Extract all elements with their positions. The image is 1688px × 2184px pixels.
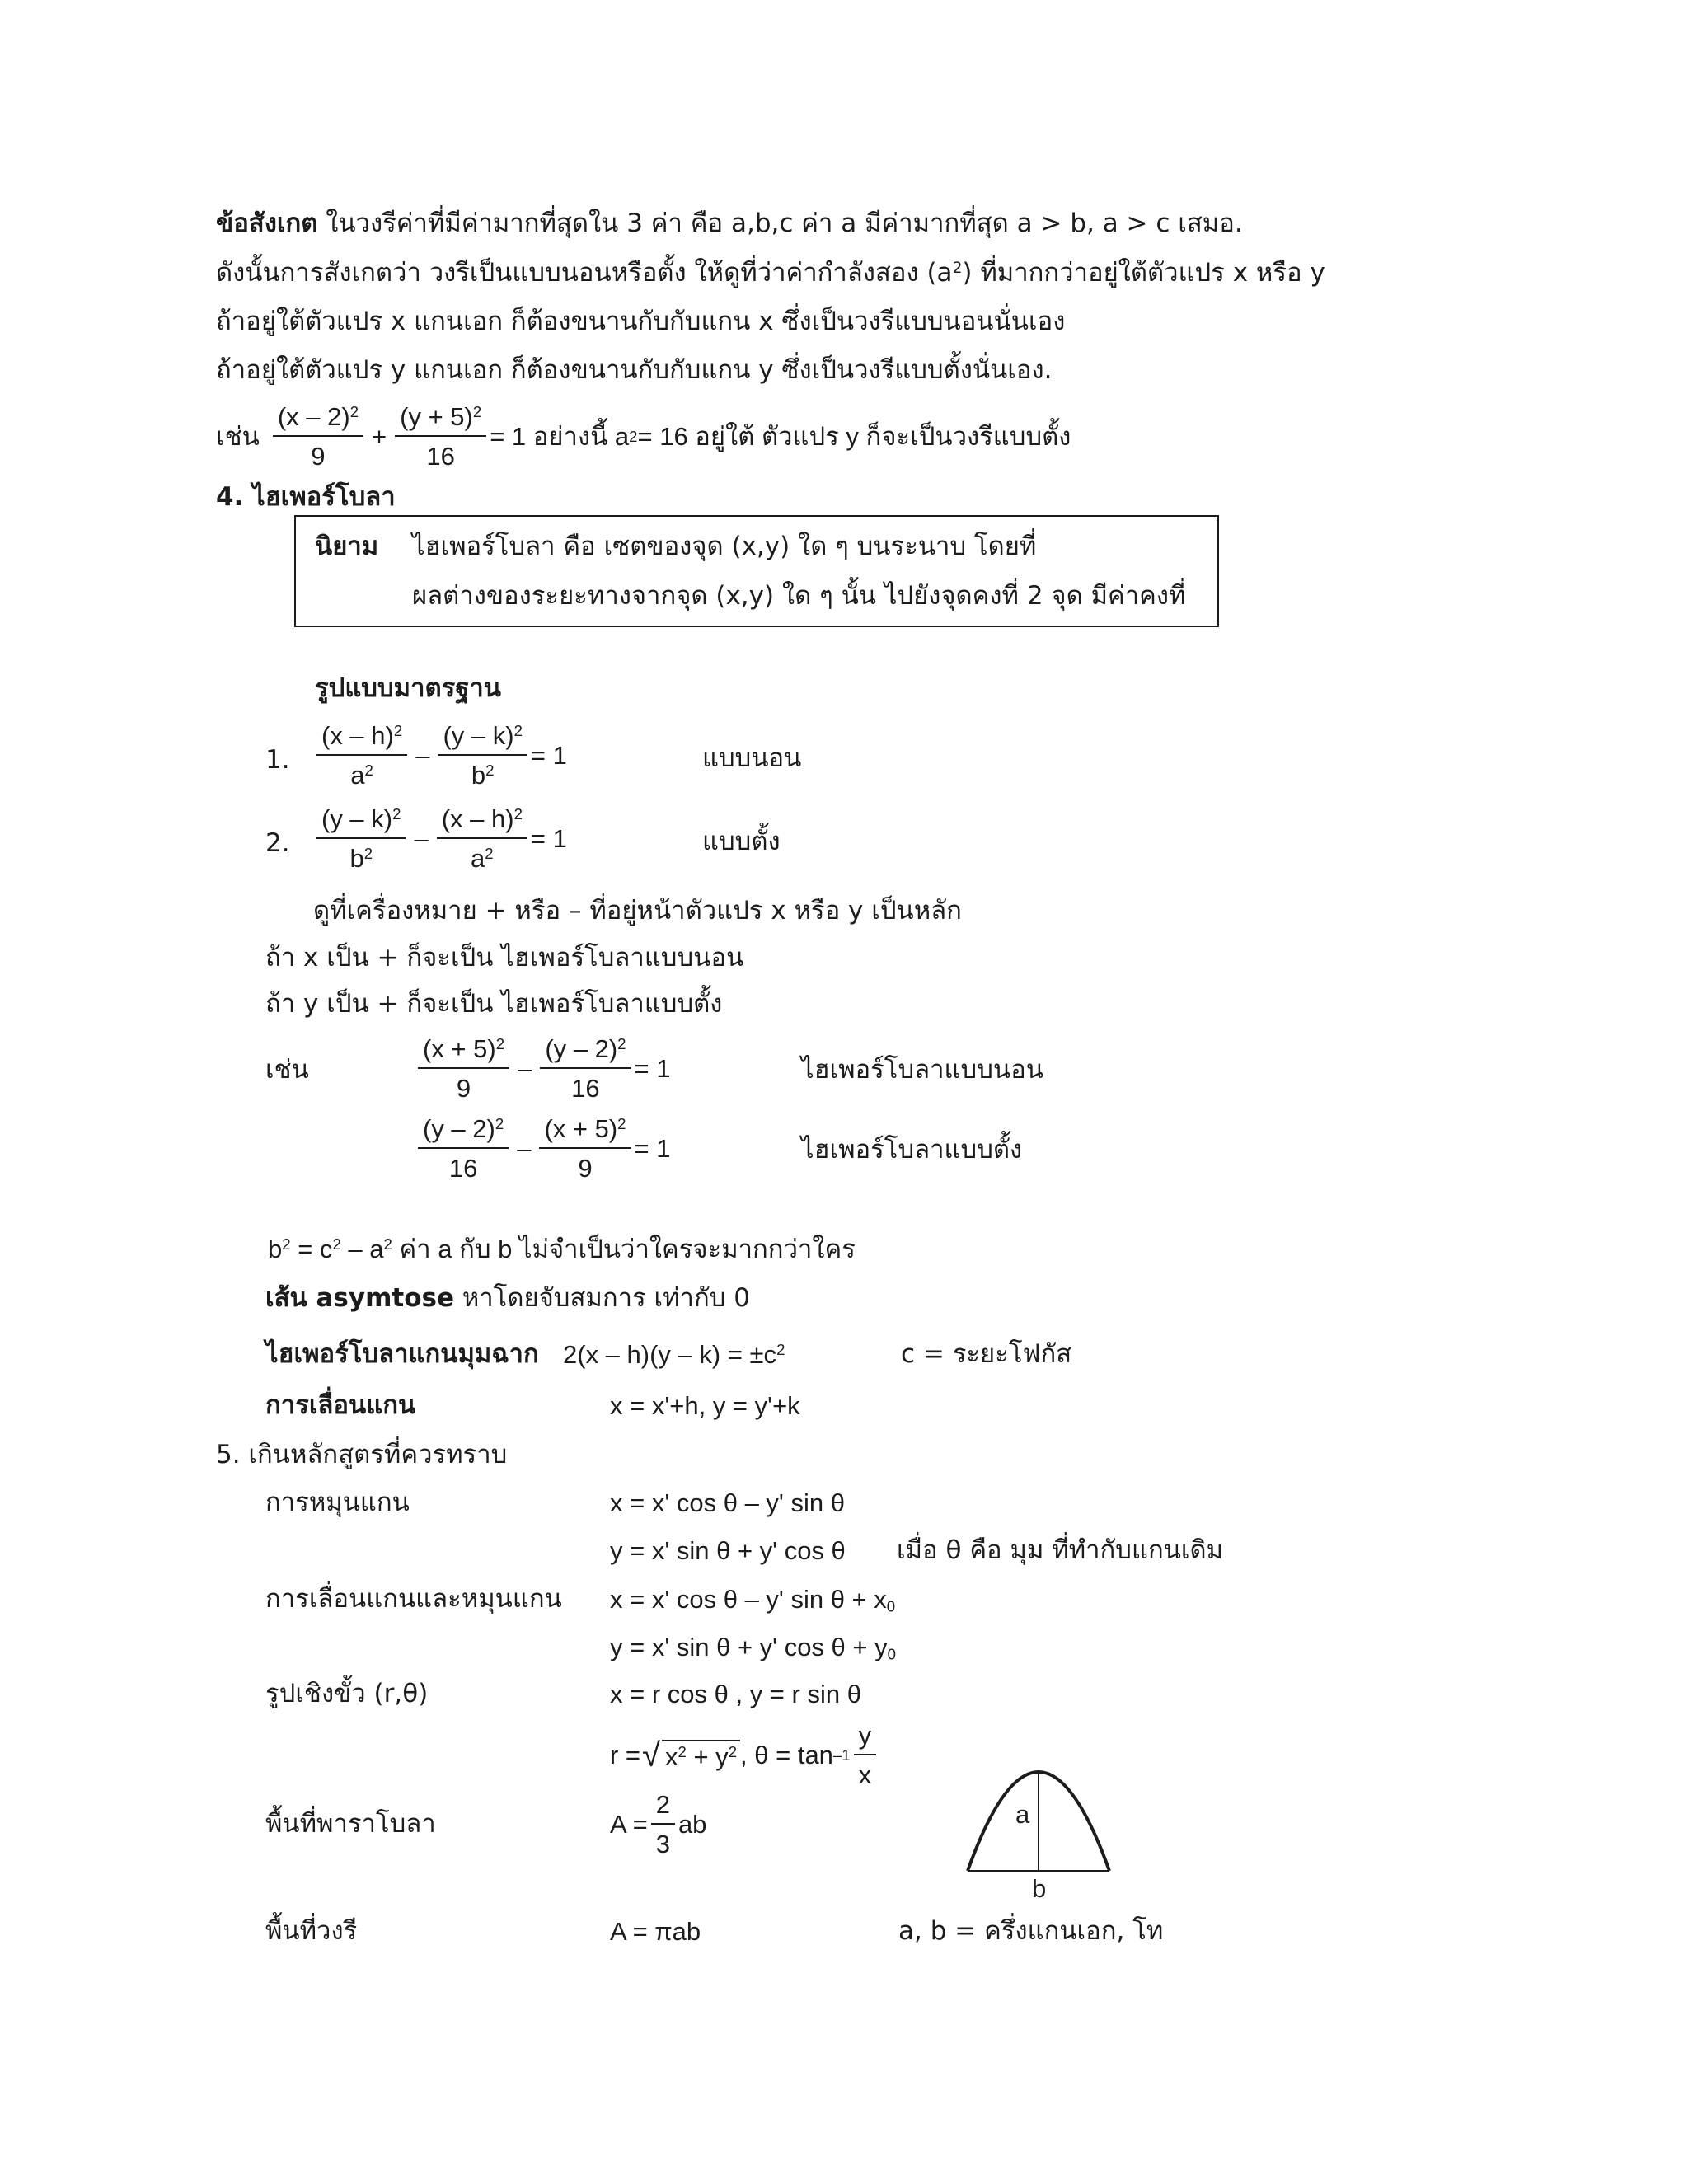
polar-equation-2: r = √ $x^2 + y^2$ , θ = tan –1 $\frac{y}{x}$ — [610, 1721, 879, 1789]
observation-line-3: ถ้าอยู่ใต้ตัวแปร x แกนเอก ก็ต้องขนานกับกับแกน x ซึ่งเป็นวงรีแบบนอนนั่นเอง — [216, 307, 1066, 336]
polar-equation-1: x = r cos θ , y = r sin θ — [610, 1680, 861, 1708]
observation-line-2: ดังนั้นการสังเกตว่า วงรีเป็นแบบนอนหรือตั้ง ให้ดูที่ว่าค่ากำลังสอง $(a^2)$ ที่มากกว่าอยู่ใต้ตัวแปร x หรือ y — [216, 258, 1325, 288]
fraction: $\frac{y}{x}$ — [854, 1721, 877, 1789]
observation-line-4: ถ้าอยู่ใต้ตัวแปร y แกนเอก ก็ต้องขนานกับกับแกน y ซึ่งเป็นวงรีแบบตั้งนั่นเอง. — [216, 355, 1053, 385]
asymptote-line: เส้น asymtose หาโดยจับสมการ เท่ากับ 0 — [265, 1283, 750, 1313]
ellipse-area-equation: A = πab — [610, 1917, 701, 1946]
rotation-note: เมื่อ θ คือ มุม ที่ทำกับแกนเดิม — [897, 1535, 1224, 1565]
focal-distance-note: c = ระยะโฟกัส — [901, 1339, 1072, 1369]
definition-line-2: ผลต่างของระยะทางจากจุด (x,y) ใด ๆ นั้น ไปยังจุดคงที่ 2 จุด มีค่าคงที่ — [412, 581, 1186, 611]
ellipse-area-label: พื้นที่วงรี — [265, 1916, 358, 1946]
form-1-number: 1. — [265, 745, 290, 775]
parabola-height-label: a — [1015, 1800, 1030, 1829]
section-4-title: 4. ไฮเพอร์โบลา — [216, 482, 396, 512]
parabola-area-equation: A = $\frac{2}{3}$ ab — [610, 1790, 707, 1858]
form-1-description: แบบนอน — [702, 743, 802, 773]
sign-note: ดูที่เครื่องหมาย + หรือ – ที่อยู่หน้าตัวแปร x หรือ y เป็นหลัก — [313, 896, 962, 926]
form-2-equation: $\frac{(y - k)^2}{b^2}$ – $\frac{(x - h)^2}{a^2}$ = 1 — [313, 804, 567, 873]
hyperbola-example-label: เช่น — [265, 1055, 309, 1085]
rectangular-hyperbola-label: ไฮเพอร์โบลาแกนมุมฉาก — [265, 1339, 539, 1369]
polar-label: รูปเชิงขั้ว (r,θ) — [265, 1679, 429, 1708]
parabola-area-label: พื้นที่พาราโบลา — [265, 1809, 436, 1839]
fraction: $\frac{(x - 2)^2}{9}$ — [273, 402, 363, 471]
ellipse-area-description: a, b = ครึ่งแกนเอก, โท — [898, 1916, 1164, 1946]
observation-example: เช่น $\frac{(x - 2)^2}{9}$ + $\frac{(y + 5)^2}{16}$ = 1 อย่างนี้ a 2 = 16 อยู่ใต้ ตัวแปร y ก็จะเป็นวงรีแบบตั้ง — [216, 402, 1071, 471]
parabola-base-label: b — [1032, 1874, 1047, 1903]
axis-shift-equation: x = x'+h, y = y'+k — [610, 1391, 800, 1420]
rotation-equation-1: x = x' cos θ – y' sin θ — [610, 1488, 845, 1517]
rectangular-hyperbola-equation: $2(x - h)(y - k) = \pm c^2$ — [563, 1340, 785, 1369]
hyperbola-example-1-description: ไฮเพอร์โบลาแบบนอน — [801, 1055, 1043, 1085]
square-root-content: $x^2 + y^2$ — [662, 1740, 740, 1771]
fraction: $\frac{(y + 5)^2}{16}$ — [395, 402, 486, 471]
form-2-description: แบบตั้ง — [702, 827, 781, 856]
hyperbola-example-2: $\frac{(y - 2)^2}{16}$ – $\frac{(x + 5)^2}{9}$ = 1 — [415, 1114, 670, 1183]
form-2-number: 2. — [265, 828, 290, 858]
hyperbola-example-1: $\frac{(x + 5)^2}{9}$ – $\frac{(y - 2)^2}{16}$ = 1 — [415, 1034, 670, 1103]
b-squared-relation: $b^2 = c^2 - a^2$ ค่า a กับ b ไม่จำเป็นว่าใครจะมากกว่าใคร — [268, 1235, 856, 1263]
observation-line-1: ข้อสังเกต ในวงรีค่าที่มีค่ามากที่สุดใน 3 ค่า คือ a,b,c ค่า a มีค่ามากที่สุด a > b, a > c เสมอ. — [216, 209, 1243, 238]
x-positive-note: ถ้า x เป็น + ก็จะเป็น ไฮเพอร์โบลาแบบนอน — [265, 943, 744, 972]
form-1-equation: $\frac{(x - h)^2}{a^2}$ – $\frac{(y - k)^2}{b^2}$ = 1 — [313, 721, 567, 790]
axis-shift-label: การเลื่อนแกน — [265, 1390, 416, 1420]
observation-label: ข้อสังเกต — [216, 209, 318, 238]
shift-rotation-equation-1: x = x' cos θ – y' $\sin \theta + x_0$ — [610, 1585, 896, 1615]
hyperbola-example-2-description: ไฮเพอร์โบลาแบบตั้ง — [801, 1135, 1023, 1165]
definition-line-1: ไฮเพอร์โบลา คือ เซตของจุด (x,y) ใด ๆ บนระนาบ โดยที่ — [412, 532, 1037, 561]
square-root-sign: √ — [642, 1736, 660, 1774]
section-5-title: 5. เกินหลักสูตรที่ควรทราบ — [216, 1440, 508, 1469]
shift-rotation-label: การเลื่อนแกนและหมุนแกน — [265, 1584, 562, 1614]
rotation-label: การหมุนแกน — [265, 1488, 410, 1517]
standard-form-title: รูปแบบมาตรฐาน — [315, 673, 501, 703]
y-positive-note: ถ้า y เป็น + ก็จะเป็น ไฮเพอร์โบลาแบบตั้ง — [265, 989, 723, 1019]
rotation-equation-2: y = x' sin θ + y' cos θ — [610, 1536, 846, 1565]
definition-label: นิยาม — [315, 532, 379, 561]
shift-rotation-equation-2: y = x' sin θ + y' $\cos \theta + y_0$ — [610, 1633, 896, 1663]
